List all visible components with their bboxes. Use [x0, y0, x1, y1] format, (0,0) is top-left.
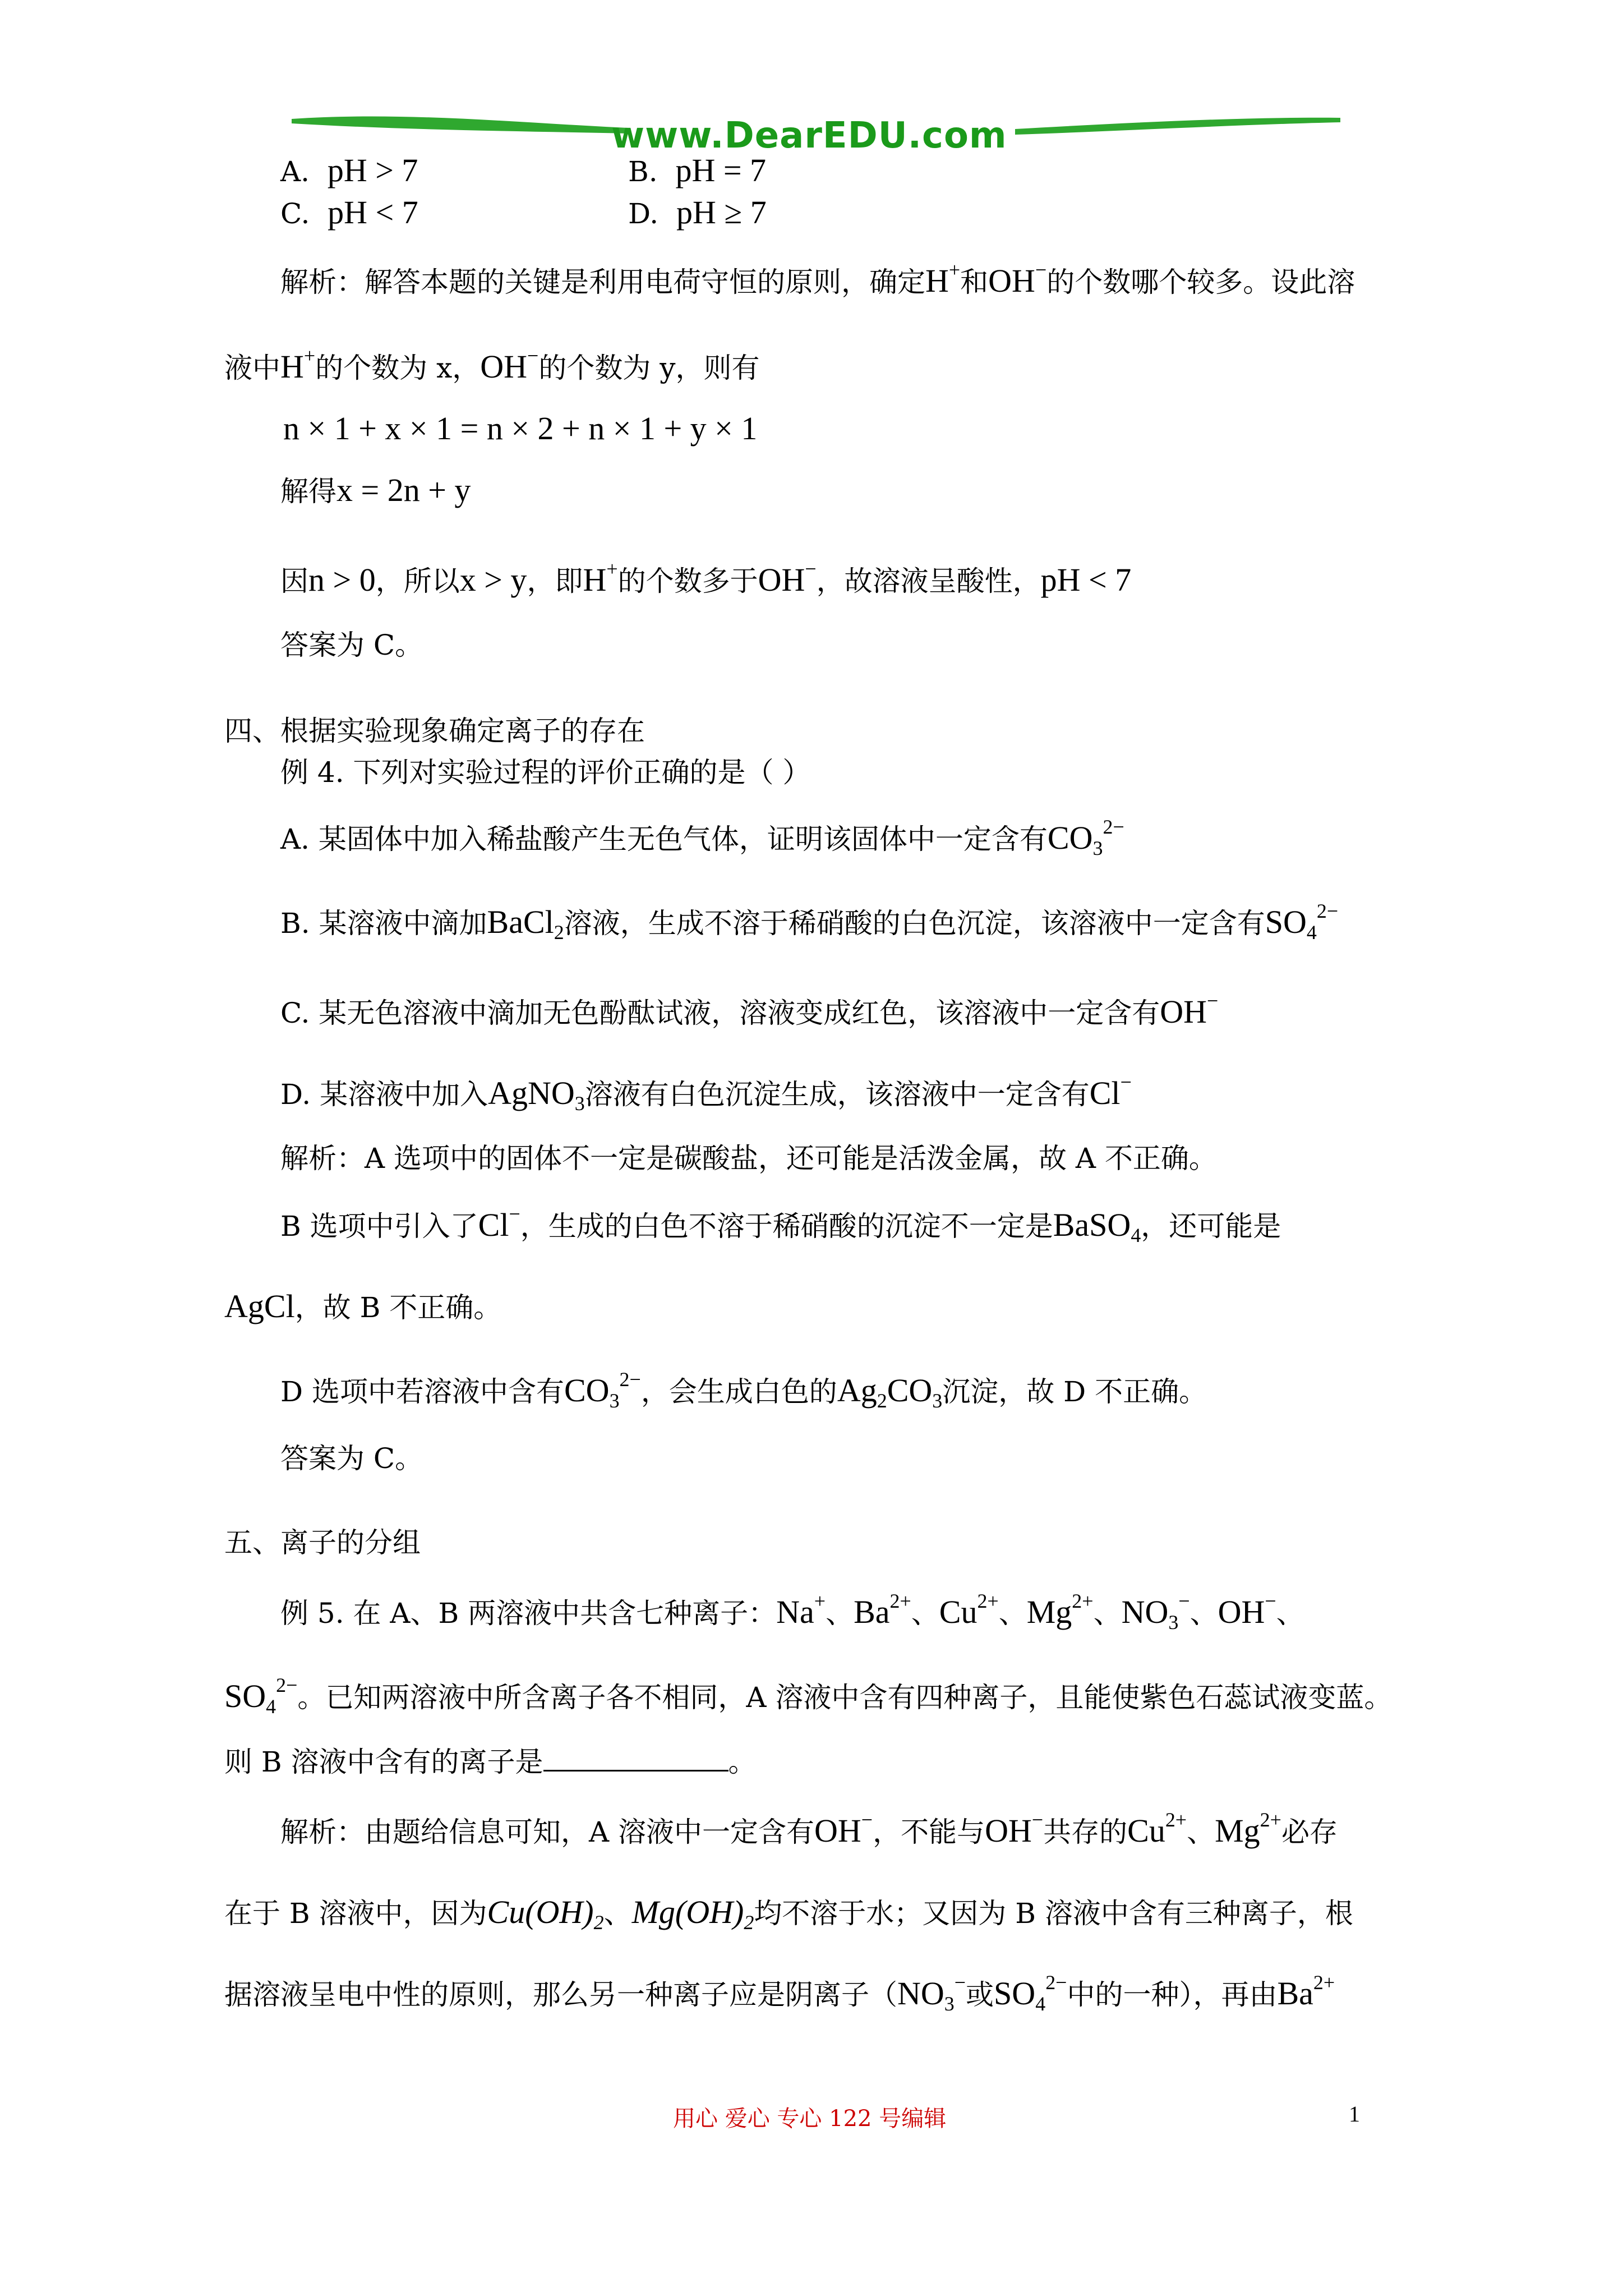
- option-b: B. pH = 7: [628, 152, 767, 188]
- option-a: A. pH > 7: [280, 152, 418, 188]
- answer-blank[interactable]: [543, 1745, 728, 1772]
- ex4-option-d: D. 某溶液中加入AgNO$_3$溶液有白色沉淀生成，该溶液中一定含有Cl−: [280, 1071, 1132, 1115]
- page-number: 1: [1349, 2101, 1360, 2127]
- conclusion-line: 因n > 0，所以x > y，即H+的个数多于OH−，故溶液呈酸性，pH < 7: [280, 558, 1132, 598]
- example-5-line-1: 例 5. 在 A、B 两溶液中共含七种离子：Na+、$Ba^{2+}$、$Cu^{2+}$、$Mg^{2+}$、$NO_3^-$、OH−、: [280, 1590, 1304, 1634]
- ex4-option-b: B. 某溶液中滴加BaCl$_2$溶液，生成不溶于稀硝酸的白色沉淀，该溶液中一定含有$SO_4^{2-}$: [280, 900, 1339, 944]
- ex4-option-c: C. 某无色溶液中滴加无色酚酞试液，溶液变成红色，该溶液中一定含有OH−: [280, 990, 1219, 1030]
- option-c: C. pH < 7: [280, 194, 418, 231]
- footer-text: 用心 爱心 专心 122 号编辑: [673, 2106, 947, 2132]
- example-5-line-3: 则 B 溶液中含有的离子是 。: [224, 1746, 757, 1778]
- header-swoosh-left: [292, 107, 628, 146]
- section-5-title: 五、离子的分组: [224, 1526, 421, 1559]
- option-d: D. pH ≥ 7: [628, 194, 767, 231]
- site-logo[interactable]: www.DearEDU.com: [611, 115, 1007, 157]
- ex4-analysis-4: D 选项中若溶液中含有$CO_3^{2-}$，会生成白色的$Ag_2CO_3$沉淀，故 D 不正确。: [280, 1368, 1207, 1412]
- header-swoosh-right: [1015, 107, 1340, 146]
- solve-line: 解得x = 2n + y: [280, 472, 471, 508]
- ex4-analysis-1: 解析：A 选项中的固体不一定是碳酸盐，还可能是活泼金属，故 A 不正确。: [280, 1142, 1217, 1175]
- ex4-option-a: A. 某固体中加入稀盐酸产生无色气体，证明该固体中一定含有$CO_3^{2-}$: [280, 816, 1124, 859]
- answer-1: 答案为 C。: [280, 629, 423, 661]
- ex5-analysis-2: 在于 B 溶液中，因为$Cu(OH)_2$、$Mg(OH)_2$均不溶于水；又因为 B 溶液中含有三种离子，根: [224, 1894, 1353, 1934]
- ex5-analysis-3: 据溶液呈电中性的原则，那么另一种离子应是阴离子（$NO_3^-$或$SO_4^{2-}$中的一种），再由$Ba^{2+}$: [224, 1971, 1335, 2015]
- ex4-analysis-2: B 选项中引入了Cl−，生成的白色不溶于稀硝酸的沉淀不一定是BaSO$_4$，还可能是: [280, 1203, 1281, 1246]
- section-4-title: 四、根据实验现象确定离子的存在: [224, 715, 645, 747]
- analysis-line-2: 液中H+的个数为 x，OH−的个数为 y，则有: [224, 344, 760, 385]
- example-5-line-2: $SO_4^{2-}$。已知两溶液中所含离子各不相同，A 溶液中含有四种离子，且能使紫色石蕊试液变蓝。: [224, 1674, 1393, 1718]
- ex5-analysis-1: 解析：由题给信息可知，A 溶液中一定含有OH−，不能与OH−共存的$Cu^{2+}$、$Mg^{2+}$必存: [280, 1809, 1338, 1849]
- ex4-analysis-3: AgCl，故 B 不正确。: [224, 1288, 502, 1324]
- example-4: 例 4. 下列对实验过程的评价正确的是（ ）: [280, 756, 811, 789]
- charge-equation: n × 1 + x × 1 = n × 2 + n × 1 + y × 1: [283, 410, 758, 447]
- answer-4: 答案为 C。: [280, 1442, 423, 1475]
- analysis-line-1: 解析：解答本题的关键是利用电荷守恒的原则，确定H+和OH−的个数哪个较多。设此溶: [280, 259, 1355, 299]
